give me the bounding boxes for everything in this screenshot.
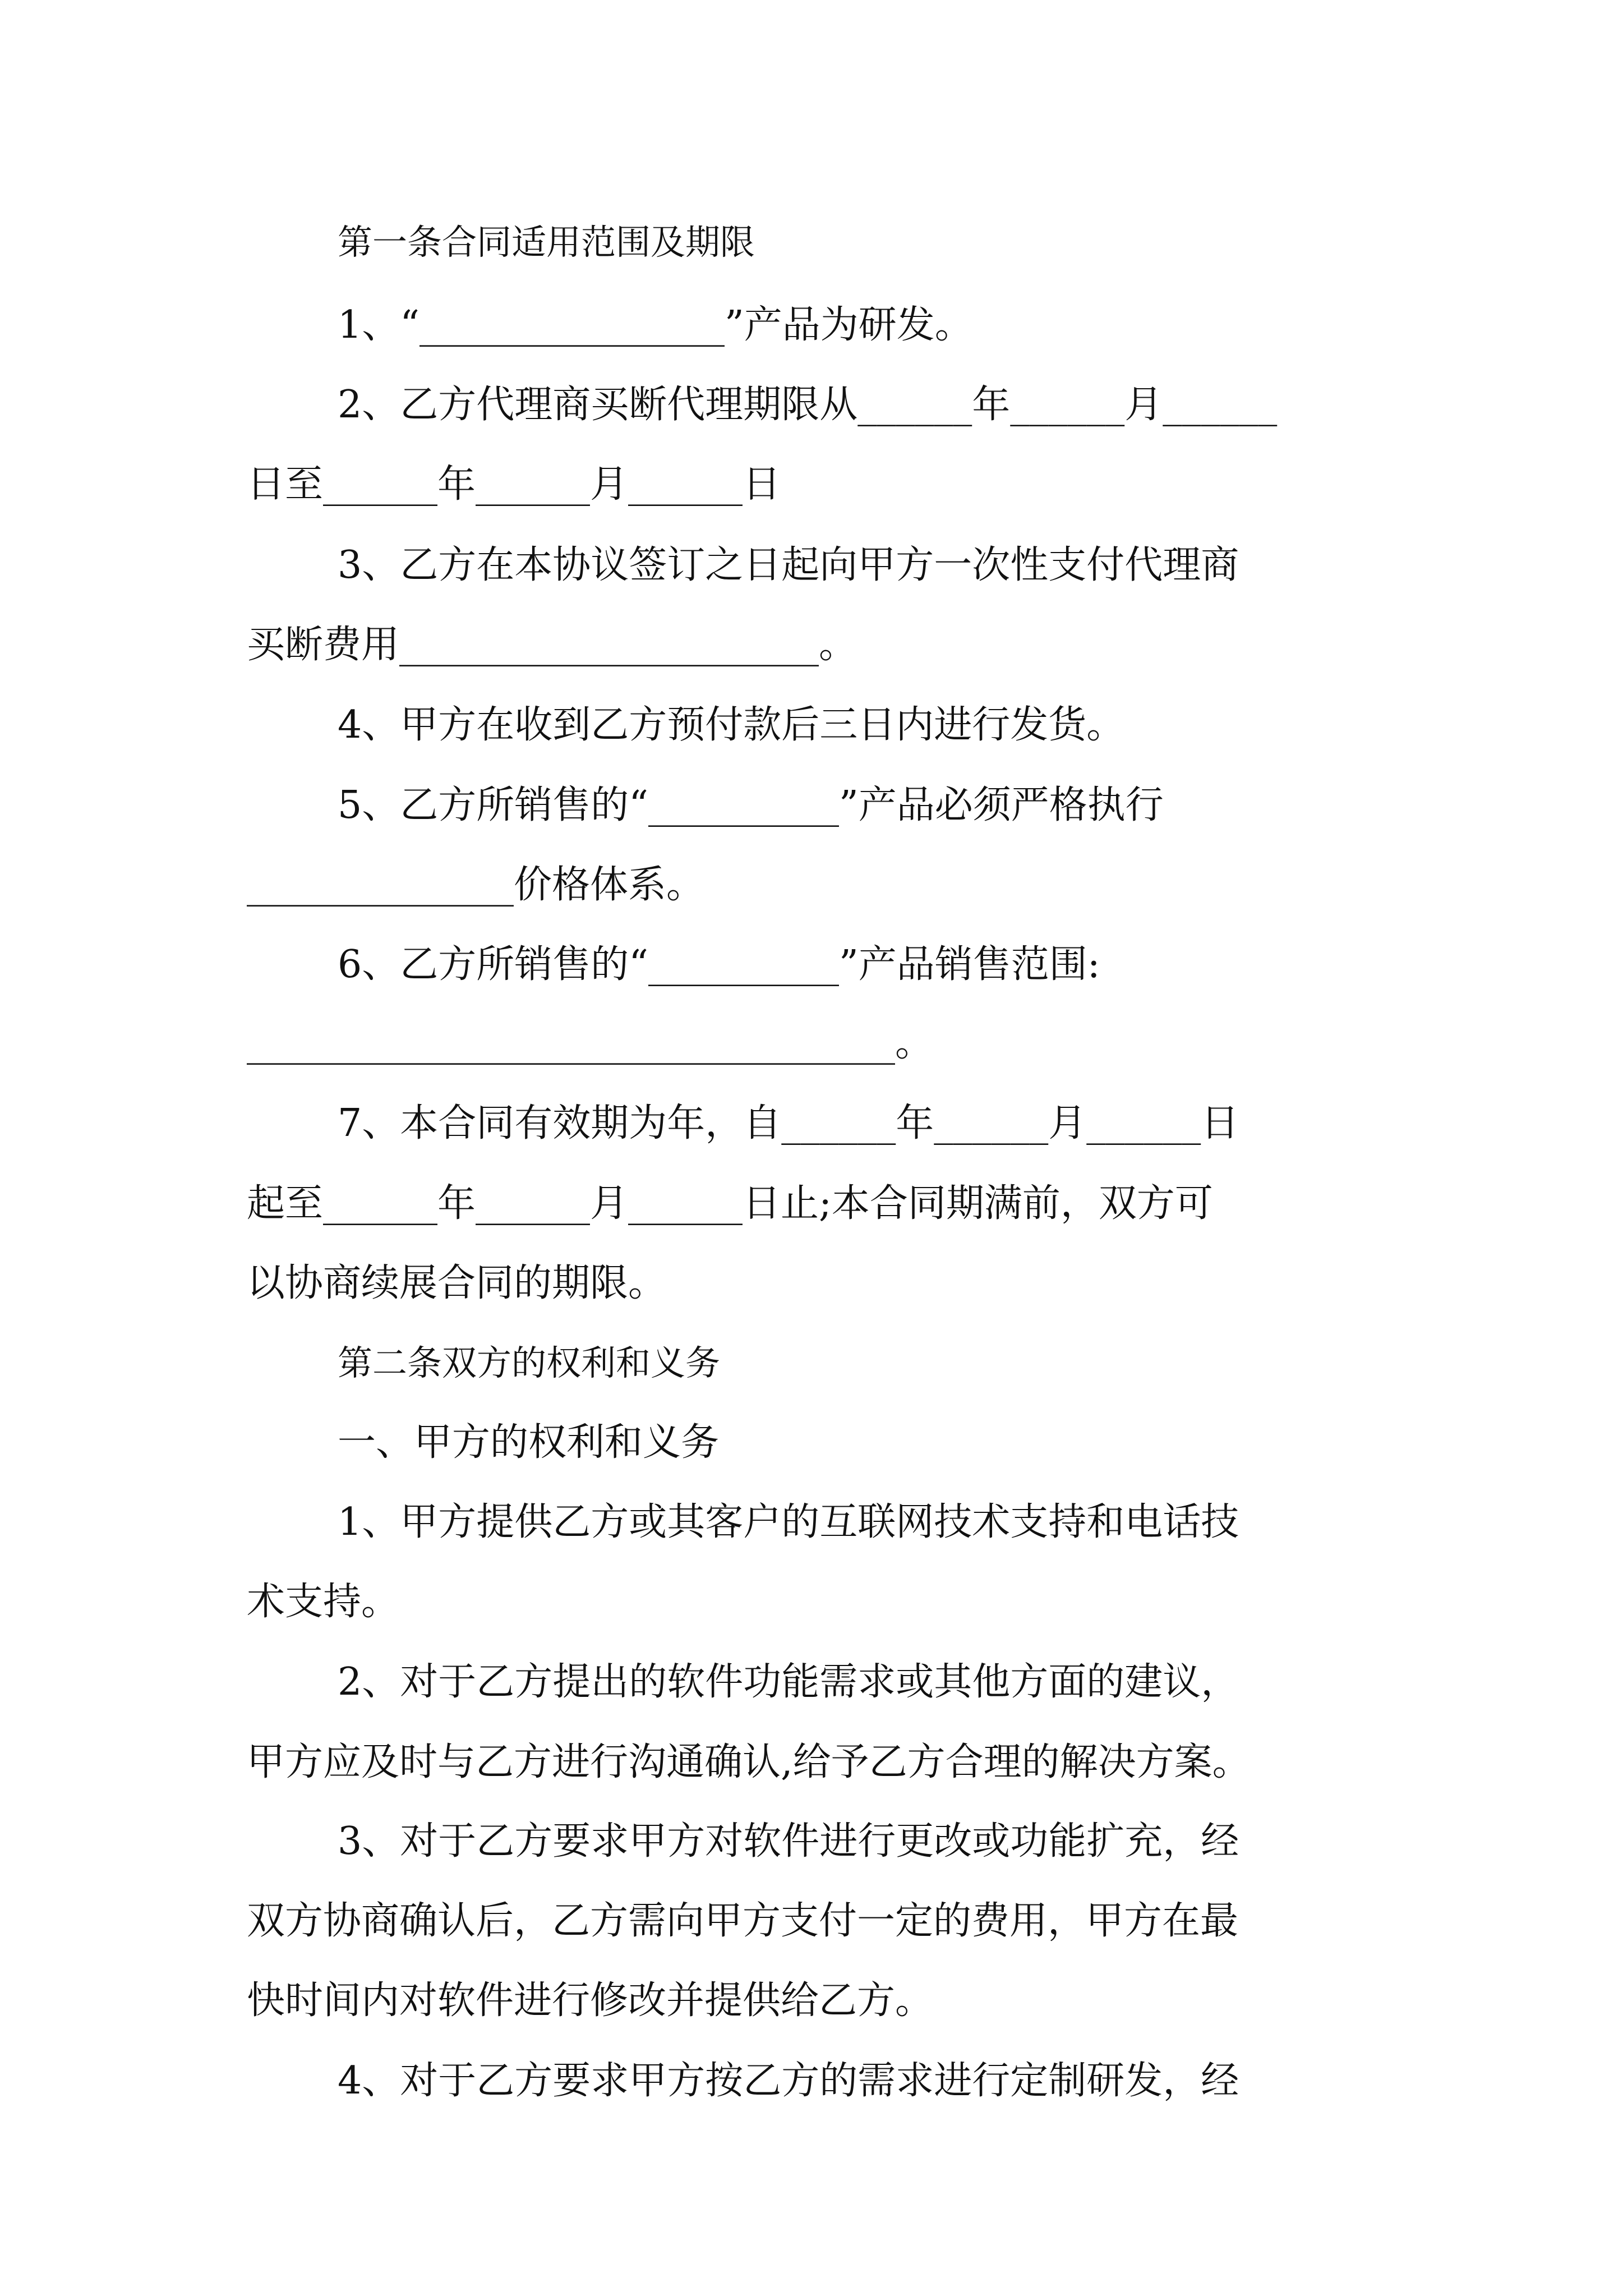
paragraph-line: __________________________________。 xyxy=(247,1021,934,1065)
paragraph-line: 6、乙方所销售的“__________”产品销售范围: xyxy=(338,942,1100,987)
paragraph-line: 1、“________________”产品为研发。 xyxy=(338,303,973,347)
paragraph-line: 4、对于乙方要求甲方按乙方的需求进行定制研发，经 xyxy=(338,2059,1239,2103)
paragraph-line: ______________价格体系。 xyxy=(247,863,705,907)
paragraph-line: 快时间内对软件进行修改并提供给乙方。 xyxy=(247,1978,934,2023)
paragraph-line: 甲方应及时与乙方进行沟通确认,给予乙方合理的解决方案。 xyxy=(247,1740,1251,1784)
paragraph-line: 买断费用______________________。 xyxy=(247,623,857,667)
paragraph-line: 3、乙方在本协议签订之日起向甲方一次性支付代理商 xyxy=(338,543,1239,587)
paragraph-line: 4、甲方在收到乙方预付款后三日内进行发货。 xyxy=(338,703,1125,747)
paragraph-line: 日至______年______月______日 xyxy=(247,462,781,507)
paragraph-line: 5、乙方所销售的“__________”产品必须严格执行 xyxy=(338,783,1164,827)
paragraph-line: 2、乙方代理商买断代理期限从______年______月______ xyxy=(338,383,1278,427)
paragraph-line: 7、本合同有效期为年，自______年______月______日 xyxy=(338,1101,1239,1145)
section-heading: 第二条双方的权利和义务 xyxy=(338,1342,721,1383)
paragraph-line: 2、对于乙方提出的软件功能需求或其他方面的建议， xyxy=(338,1660,1239,1704)
section-heading: 第一条合同适用范围及期限 xyxy=(338,222,755,263)
paragraph-line: 1、甲方提供乙方或其客户的互联网技术支持和电话技 xyxy=(338,1500,1239,1544)
paragraph-line: 3、对于乙方要求甲方对软件进行更改或功能扩充，经 xyxy=(338,1819,1239,1864)
subsection-heading: 一、甲方的权利和义务 xyxy=(338,1420,720,1465)
paragraph-line: 术支持。 xyxy=(247,1580,400,1624)
paragraph-line: 双方协商确认后，乙方需向甲方支付一定的费用，甲方在最 xyxy=(247,1899,1239,1943)
paragraph-line: 起至______年______月______日止;本合同期满前，双方可 xyxy=(247,1181,1213,1226)
paragraph-line: 以协商续展合同的期限。 xyxy=(247,1261,667,1305)
